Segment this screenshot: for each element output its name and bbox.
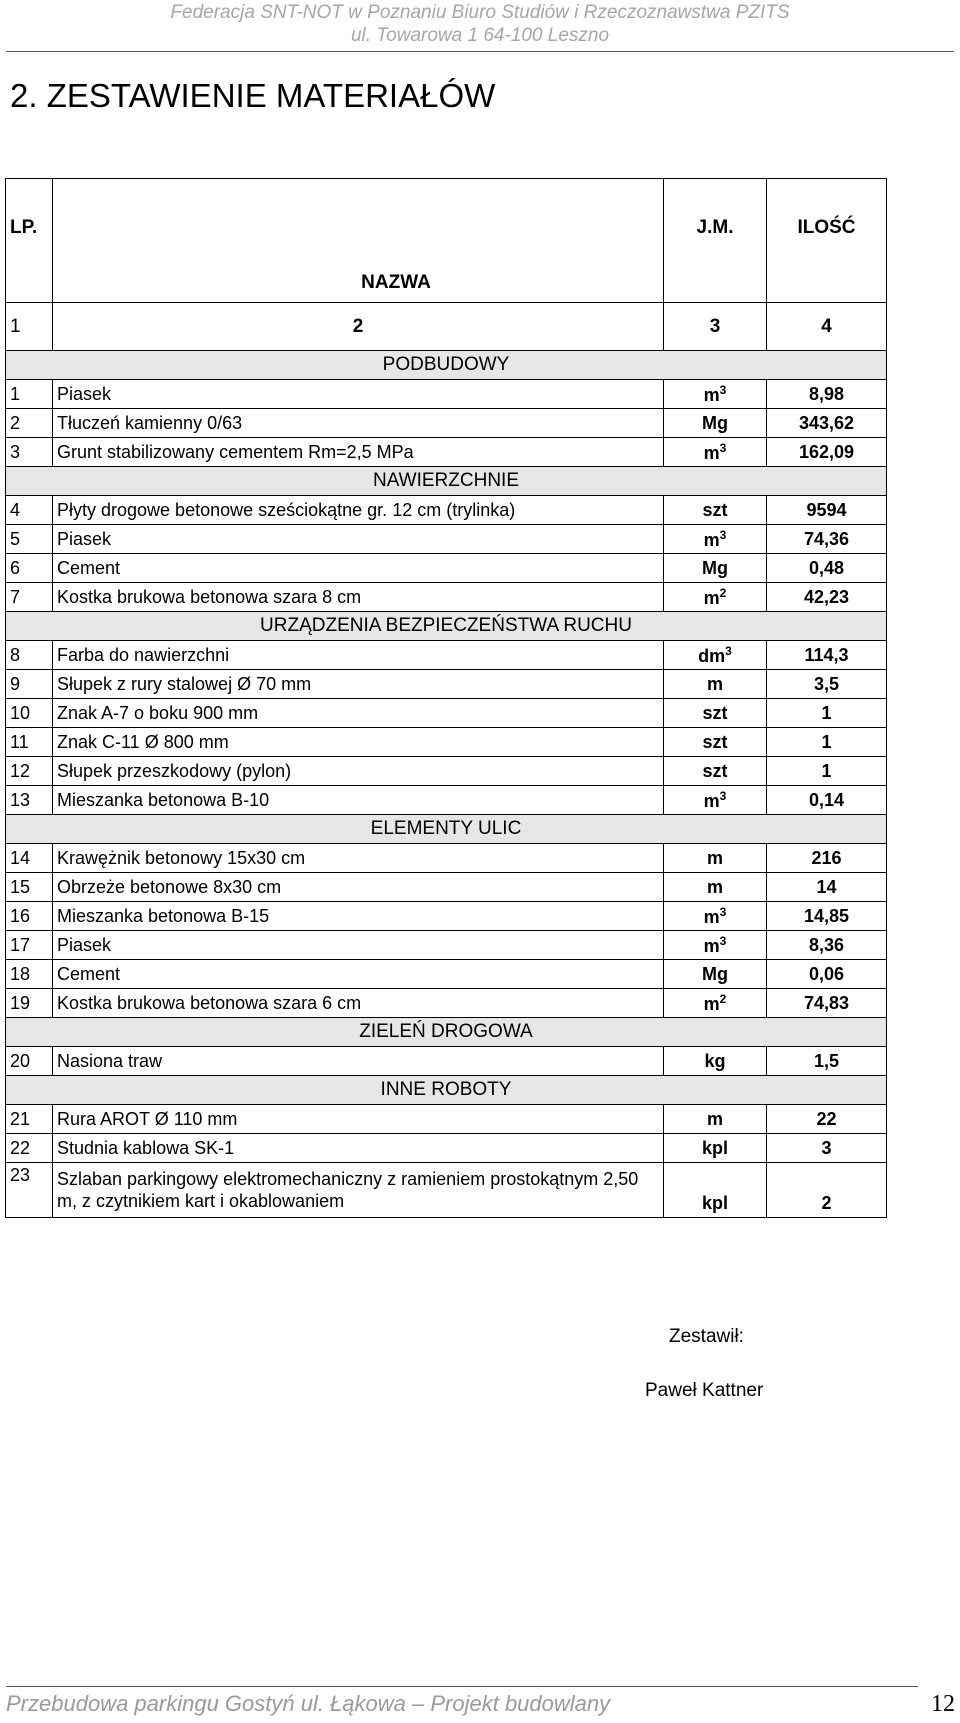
item-unit [664,554,767,583]
header-address: ul. Towarowa 1 64-100 Leszno [350,25,610,46]
signature-label: Zestawił: [669,1326,744,1347]
item-name: Piasek [53,525,664,554]
unit-symbol: Mg [702,963,728,984]
table-row [6,409,887,438]
table-row [6,438,887,467]
table-row [6,960,887,989]
unit-symbol: szt [702,760,728,781]
item-quantity: 14,85 [767,902,887,931]
item-number: 19 [6,989,53,1018]
item-quantity: 1 [767,757,887,786]
page-footer [6,1686,955,1716]
header-rule [6,51,954,52]
section-header: ZIELEŃ DROGOWA [6,1018,887,1047]
item-name: Cement [53,960,664,989]
unit-symbol: Mg [702,412,728,433]
column-number: 2 [53,303,664,351]
table-header-row [6,179,887,303]
item-number: 18 [6,960,53,989]
item-number: 1 [6,380,53,409]
item-unit [664,902,767,931]
item-name: Płyty drogowe betonowe sześciokątne gr. 12 cm (trylinka) [53,496,664,525]
item-quantity: 8,36 [767,931,887,960]
item-quantity: 9594 [767,496,887,525]
item-quantity: 74,36 [767,525,887,554]
item-name: Krawężnik betonowy 15x30 cm [53,844,664,873]
column-numbering-row [6,303,887,351]
unit-exponent: 3 [719,904,727,919]
item-name: Piasek [53,931,664,960]
table-row [6,699,887,728]
item-number: 20 [6,1047,53,1076]
section-header-row [6,612,887,641]
unit-exponent: 3 [719,527,727,542]
unit-symbol: m [703,935,720,956]
item-number: 15 [6,873,53,902]
item-number: 6 [6,554,53,583]
unit-symbol: m [703,529,720,550]
section-header-row [6,1018,887,1047]
unit-exponent: 3 [719,933,727,948]
item-number: 16 [6,902,53,931]
item-quantity: 162,09 [767,438,887,467]
column-header-qty: ILOŚĆ [767,179,887,303]
column-number: 4 [767,303,887,351]
table-row [6,641,887,670]
item-unit [664,757,767,786]
item-name: Kostka brukowa betonowa szara 8 cm [53,583,664,612]
section-header-row [6,351,887,380]
section-header: URZĄDZENIA BEZPIECZEŃSTWA RUCHU [6,612,887,641]
table-row [6,873,887,902]
item-quantity: 343,62 [767,409,887,438]
item-name: Słupek z rury stalowej Ø 70 mm [53,670,664,699]
item-unit [664,583,767,612]
unit-symbol: Mg [702,557,728,578]
unit-symbol: m [703,790,720,811]
table-row [6,496,887,525]
footer-rule [6,1686,918,1687]
item-quantity: 1,5 [767,1047,887,1076]
item-unit [664,873,767,902]
item-unit [664,641,767,670]
item-number: 21 [6,1105,53,1134]
item-number: 3 [6,438,53,467]
table-row [6,728,887,757]
item-number: 7 [6,583,53,612]
item-name: Tłuczeń kamienny 0/63 [53,409,664,438]
item-number: 12 [6,757,53,786]
section-header-row [6,1076,887,1105]
item-number: 5 [6,525,53,554]
unit-symbol: m [703,384,720,405]
table-body [6,351,887,1218]
table-row [6,931,887,960]
item-unit [664,728,767,757]
item-unit [664,786,767,815]
item-unit [664,525,767,554]
item-name: Piasek [53,380,664,409]
item-quantity: 2 [767,1163,887,1218]
table-row [6,786,887,815]
unit-symbol: dm [698,645,726,666]
table-row [6,1047,887,1076]
page-number: 12 [931,1691,955,1717]
item-unit [664,960,767,989]
unit-symbol: m [706,673,723,694]
item-name: Grunt stabilizowany cementem Rm=2,5 MPa [53,438,664,467]
unit-exponent: 3 [725,643,732,658]
column-header-name: NAZWA [53,179,664,303]
item-quantity: 216 [767,844,887,873]
unit-exponent: 3 [719,382,727,397]
item-name: Cement [53,554,664,583]
unit-symbol: szt [702,499,728,520]
section-header: ELEMENTY ULIC [6,815,887,844]
signature-name: Paweł Kattner [645,1380,764,1401]
section-header: INNE ROBOTY [6,1076,887,1105]
item-number: 14 [6,844,53,873]
item-quantity: 22 [767,1105,887,1134]
unit-symbol: kg [704,1050,726,1071]
item-name: Mieszanka betonowa B-15 [53,902,664,931]
item-quantity: 14 [767,873,887,902]
section-header: NAWIERZCHNIE [6,467,887,496]
unit-exponent: 2 [719,585,727,600]
item-unit [664,989,767,1018]
unit-symbol: m [703,587,720,608]
unit-symbol: kpl [701,1137,728,1158]
unit-symbol: m [703,906,720,927]
table-row [6,1105,887,1134]
item-name: Rura AROT Ø 110 mm [53,1105,664,1134]
page-header [0,0,960,53]
item-unit [664,1105,767,1134]
header-organization: Federacja SNT-NOT w Poznaniu Biuro Studiów i Rzeczoznawstwa PZITS [170,2,790,23]
item-unit [664,409,767,438]
column-header-lp: LP. [6,179,53,303]
item-unit [664,438,767,467]
table-row [6,670,887,699]
column-number: 1 [6,303,53,351]
unit-exponent: 3 [719,788,727,803]
item-number: 23 [6,1163,53,1218]
item-unit [664,1163,767,1218]
unit-symbol: m [703,442,720,463]
item-quantity: 3,5 [767,670,887,699]
unit-symbol: kpl [701,1193,728,1213]
item-quantity: 42,23 [767,583,887,612]
item-number: 13 [6,786,53,815]
section-title: 2. ZESTAWIENIE MATERIAŁÓW [10,77,496,114]
item-number: 17 [6,931,53,960]
item-quantity: 0,06 [767,960,887,989]
item-unit [664,1134,767,1163]
item-name: Studnia kablowa SK-1 [53,1134,664,1163]
table-row [6,757,887,786]
unit-symbol: m [706,1108,723,1129]
item-unit [664,496,767,525]
table-row [6,989,887,1018]
item-number: 2 [6,409,53,438]
item-number: 11 [6,728,53,757]
item-name: Słupek przeszkodowy (pylon) [53,757,664,786]
table-row [6,1163,887,1218]
table-row [6,583,887,612]
item-name: Znak A-7 o boku 900 mm [53,699,664,728]
item-unit [664,670,767,699]
item-quantity: 1 [767,728,887,757]
item-name: Szlaban parkingowy elektromechaniczny z ramieniem prostokątnym 2,50 m, z czytnikiem kart i okablowaniem [53,1163,664,1218]
item-name: Nasiona traw [53,1047,664,1076]
item-quantity: 0,48 [767,554,887,583]
item-number: 8 [6,641,53,670]
item-name: Kostka brukowa betonowa szara 6 cm [53,989,664,1018]
item-quantity: 114,3 [767,641,887,670]
section-header: PODBUDOWY [6,351,887,380]
item-name: Mieszanka betonowa B-10 [53,786,664,815]
section-header-row [6,815,887,844]
item-unit [664,1047,767,1076]
table-row [6,902,887,931]
table-row [6,554,887,583]
unit-symbol: szt [702,731,728,752]
item-number: 10 [6,699,53,728]
item-quantity: 3 [767,1134,887,1163]
unit-symbol: m [706,876,723,897]
item-quantity: 8,98 [767,380,887,409]
table-row [6,844,887,873]
item-number: 4 [6,496,53,525]
unit-symbol: m [706,847,723,868]
unit-symbol: m [703,993,720,1014]
materials-table [5,178,887,1218]
column-number: 3 [664,303,767,351]
item-quantity: 1 [767,699,887,728]
item-quantity: 74,83 [767,989,887,1018]
table-row [6,525,887,554]
item-number: 9 [6,670,53,699]
unit-exponent: 3 [719,440,727,455]
item-unit [664,699,767,728]
item-number: 22 [6,1134,53,1163]
item-unit [664,931,767,960]
footer-text: Przebudowa parkingu Gostyń ul. Łąkowa – Projekt budowlany [6,1691,611,1716]
unit-exponent: 2 [719,991,727,1006]
item-name: Znak C-11 Ø 800 mm [53,728,664,757]
column-header-unit: J.M. [664,179,767,303]
item-unit [664,380,767,409]
table-row [6,380,887,409]
item-name: Obrzeże betonowe 8x30 cm [53,873,664,902]
item-name: Farba do nawierzchni [53,641,664,670]
unit-symbol: szt [702,702,728,723]
section-header-row [6,467,887,496]
table-row [6,1134,887,1163]
item-quantity: 0,14 [767,786,887,815]
item-unit [664,844,767,873]
